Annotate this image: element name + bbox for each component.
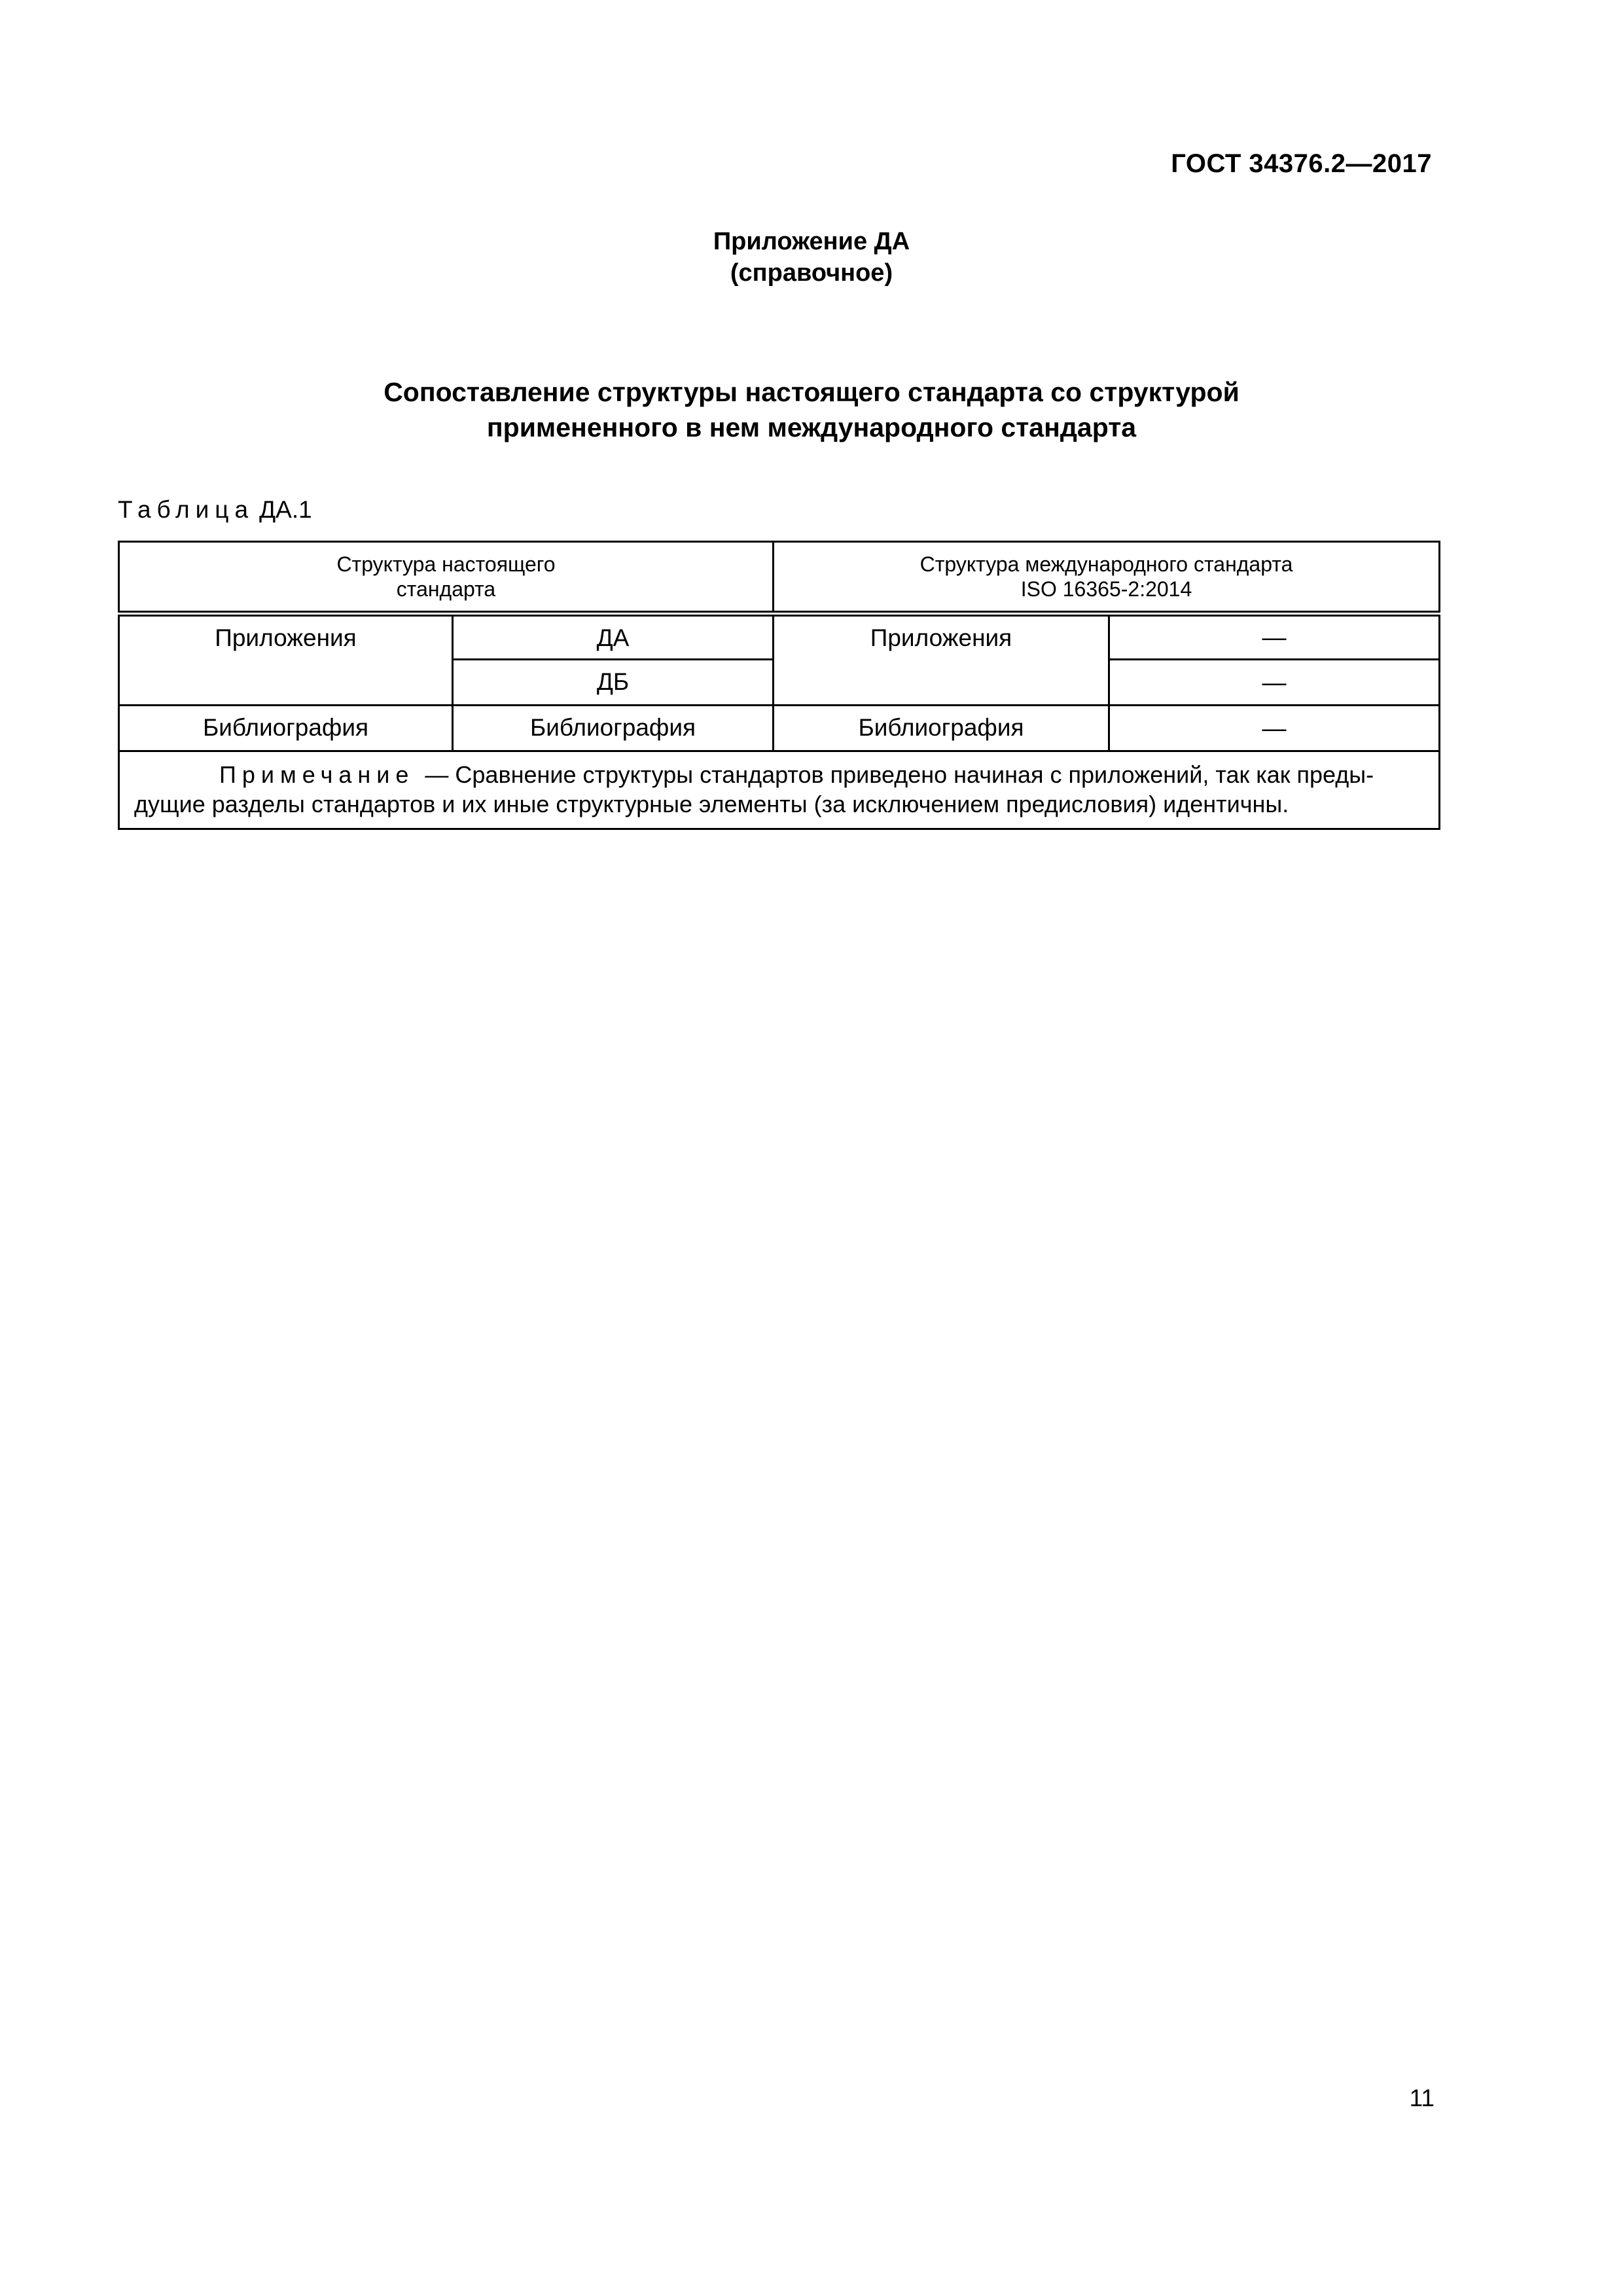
annex-title: Приложение ДА	[713, 228, 910, 255]
table-row	[119, 706, 1440, 751]
header-this-line-2: стандарта	[396, 577, 496, 601]
header-international-standard	[774, 542, 1440, 614]
document-code: ГОСТ 34376.2—2017	[1171, 149, 1432, 178]
page-number: 11	[1409, 2085, 1435, 2111]
section-title-line-1: Сопоставление структуры настоящего стандарта со структурой	[383, 377, 1240, 407]
note-dash: —	[425, 761, 449, 788]
annex-subtitle: (справочное)	[730, 259, 893, 287]
table-header-row	[119, 542, 1440, 614]
section-title	[0, 374, 1623, 445]
comparison-table	[118, 541, 1440, 830]
table-cell: Приложения	[119, 614, 453, 706]
table-row	[119, 614, 1440, 660]
table-note-row	[119, 751, 1440, 829]
header-this-standard	[119, 542, 774, 614]
table-caption	[118, 496, 312, 524]
table-caption-number: ДА.1	[259, 496, 312, 523]
header-intl-line-1: Структура международного стандарта	[919, 552, 1293, 576]
table-cell: ДБ	[453, 660, 774, 706]
note-label: Примечание	[219, 761, 415, 788]
note-text: Сравнение структуры стандартов приведено начиная с приложений, так как преды-дущие разделы стандартов и их иные структурные элементы (за исключением предисловия) идентичны.	[134, 761, 1374, 817]
table-cell: —	[1109, 614, 1440, 660]
table-cell: —	[1109, 660, 1440, 706]
table-caption-label: Таблица	[118, 496, 255, 523]
table-cell: Библиография	[119, 706, 453, 751]
table-note	[119, 751, 1440, 829]
annex-heading	[0, 226, 1623, 289]
table-cell: Библиография	[774, 706, 1109, 751]
table-cell: Приложения	[774, 614, 1109, 706]
table-cell: ДА	[453, 614, 774, 660]
header-this-line-1: Структура настоящего	[336, 552, 556, 576]
table-cell: Библиография	[453, 706, 774, 751]
table-cell: —	[1109, 706, 1440, 751]
section-title-line-2: примененного в нем международного стандарта	[486, 412, 1137, 442]
header-intl-line-2: ISO 16365-2:2014	[1020, 577, 1192, 601]
